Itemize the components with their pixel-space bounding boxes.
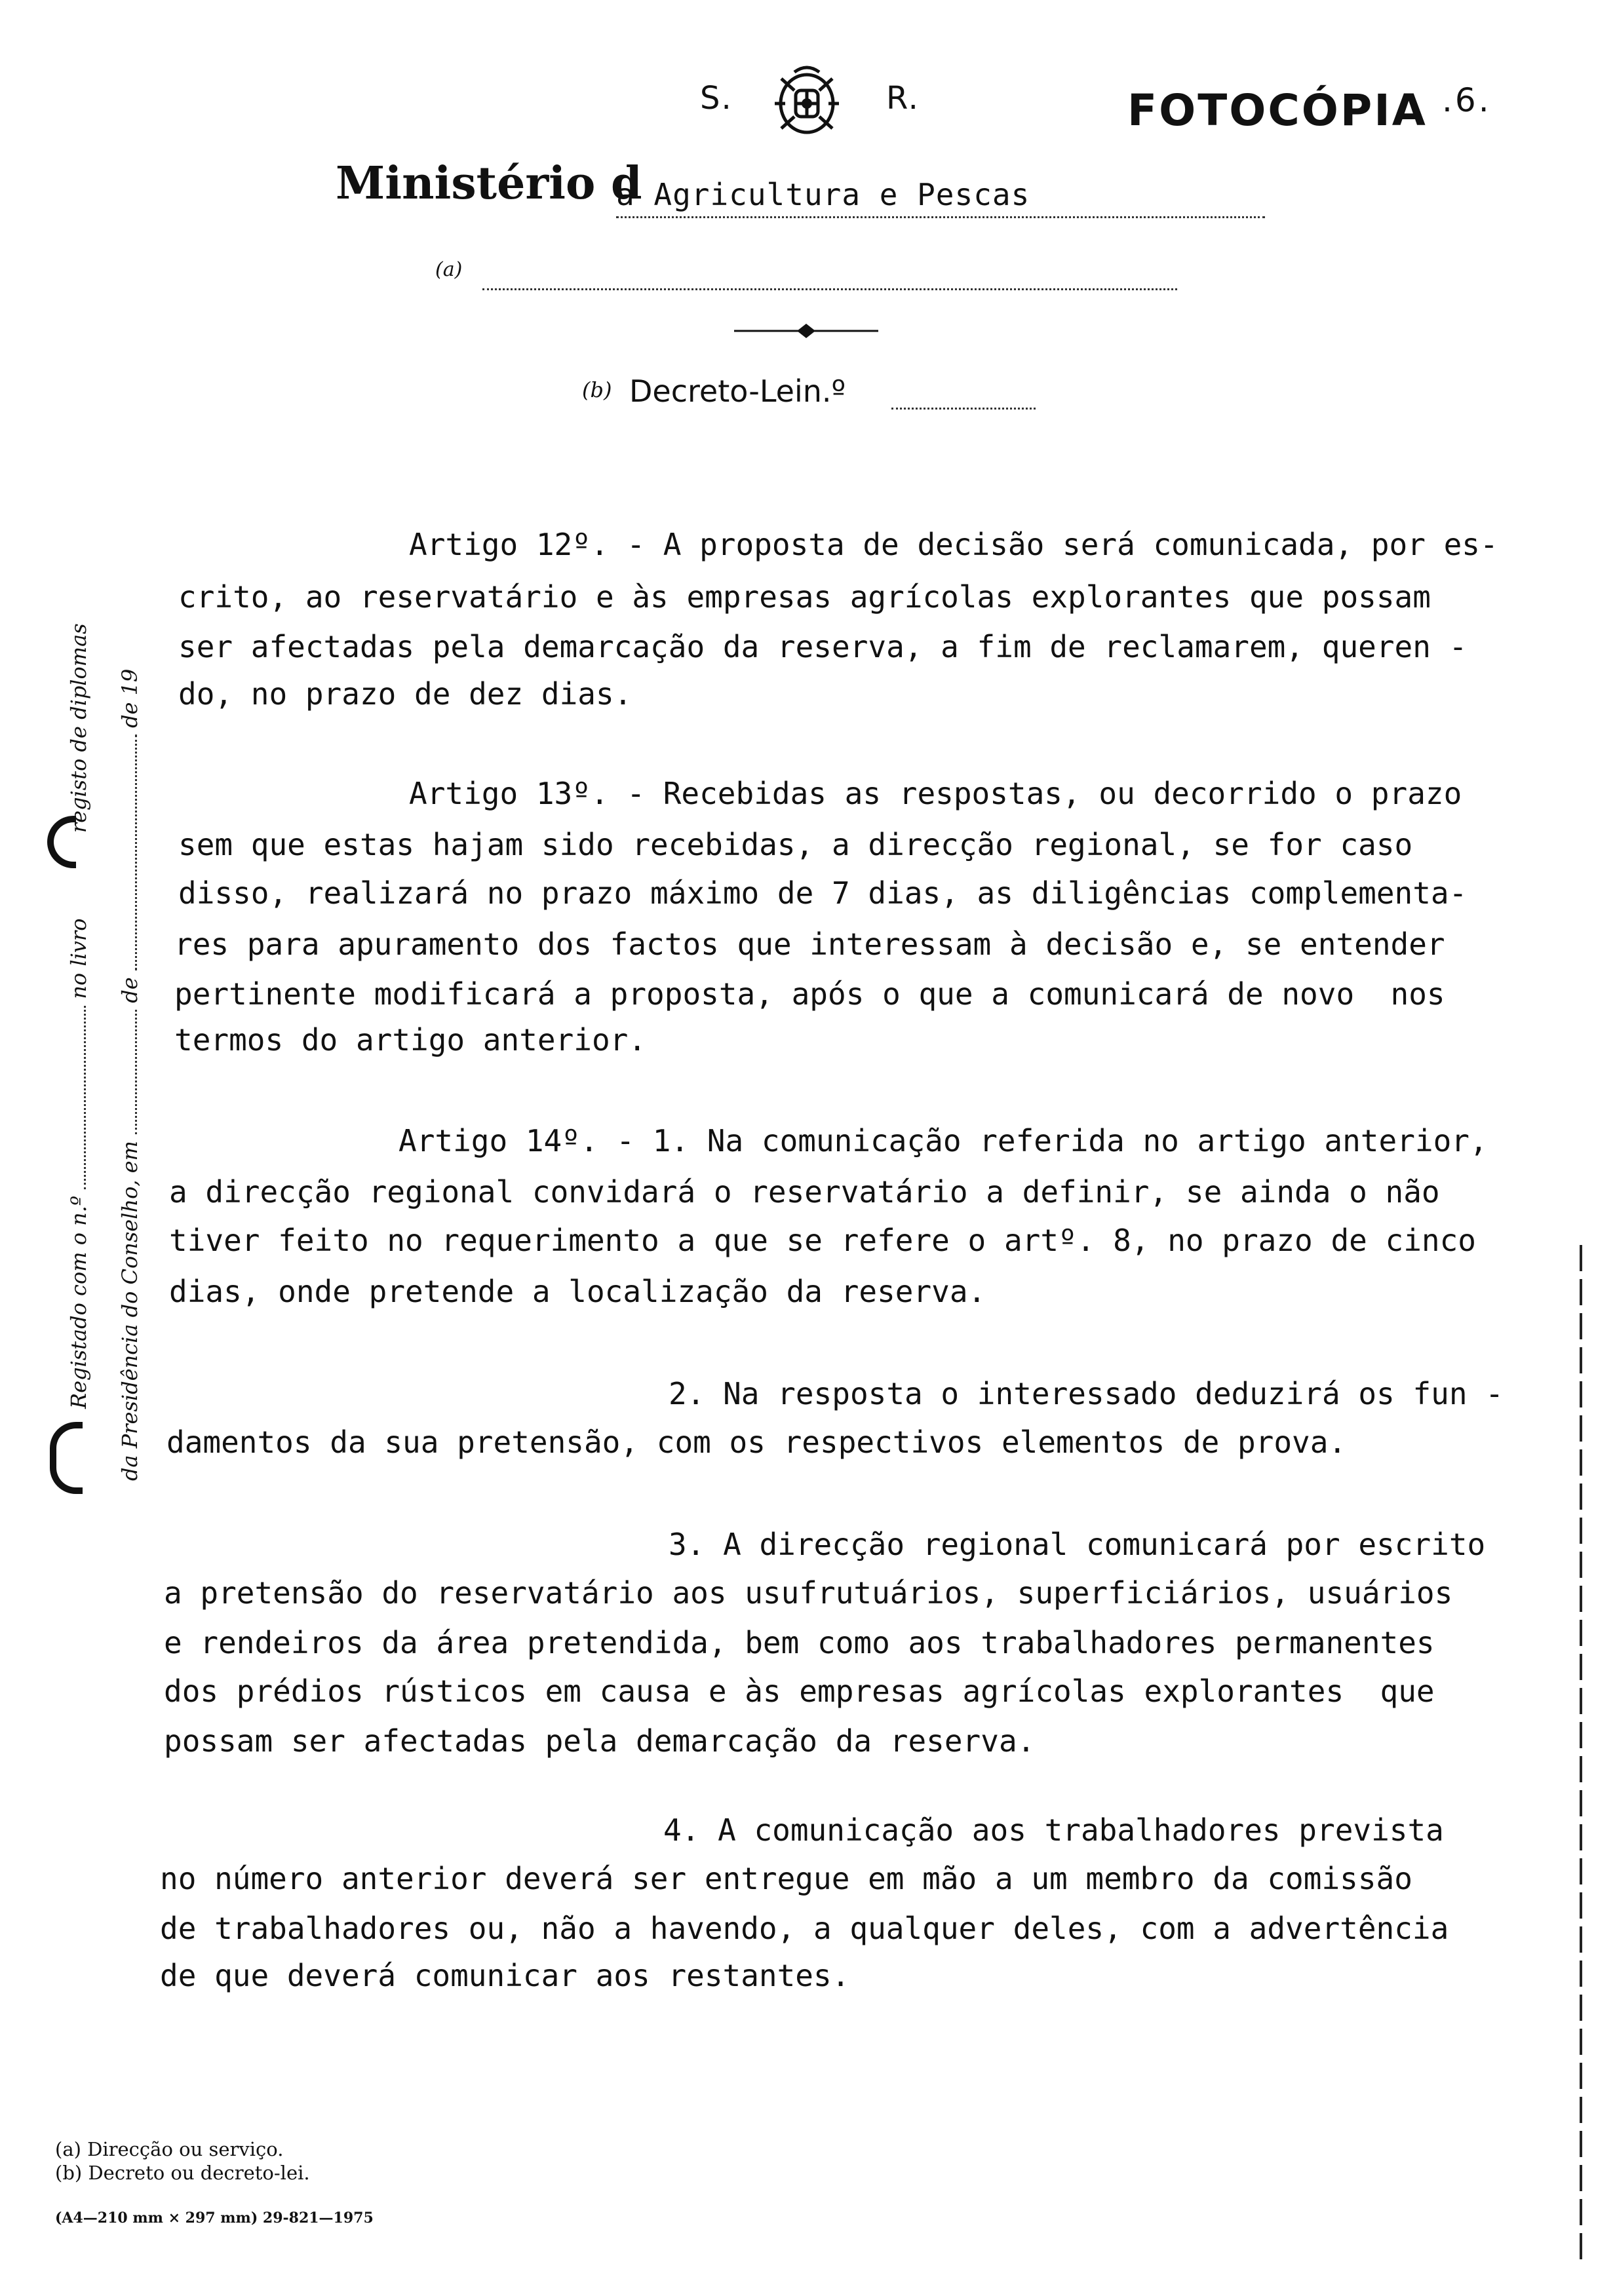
- sidebar-dots-3: [117, 735, 137, 970]
- sidebar-registado: Registado com o n.º: [66, 1196, 91, 1409]
- text-line: e rendeiros da área pretendida, bem como aos trabalhadores permanentes: [164, 1625, 1435, 1660]
- form-code: (A4—210 mm × 297 mm) 29-821—1975: [55, 2210, 374, 2227]
- text-line: res para apuramento dos factos que interessam à decisão e, se entender: [174, 927, 1445, 962]
- ministry-dotted-line: [616, 216, 1265, 218]
- text-line: Artigo 14º. - 1. Na comunicação referida no artigo anterior,: [399, 1123, 1488, 1158]
- sidebar-de-19: de 19: [117, 668, 142, 728]
- text-line: pertinente modificará a proposta, após o que a comunicará de novo nos: [174, 976, 1445, 1012]
- sidebar-dots-2: [117, 1010, 137, 1134]
- footnote-a: (a) Direcção ou serviço.: [55, 2138, 284, 2160]
- text-line: no número anterior deverá ser entregue em mão a um membro da comissão: [160, 1861, 1412, 1896]
- sidebar-registo-diplomas: registo de diplomas: [66, 623, 91, 833]
- field-a-label: (a): [435, 258, 463, 281]
- sidebar-dots-1: [66, 1006, 86, 1189]
- field-a-dotted-line: [482, 288, 1177, 290]
- footnote-b: (b) Decreto ou decreto-lei.: [55, 2162, 310, 2184]
- coat-of-arms-icon: [768, 64, 846, 142]
- text-line: possam ser afectadas pela demarcação da reserva.: [164, 1723, 1036, 1759]
- text-line: damentos da sua pretensão, com os respectivos elementos de prova.: [166, 1425, 1347, 1460]
- sidebar-presidencia: da Presidência do Conselho, em: [117, 1141, 142, 1481]
- diamond-divider: [734, 322, 878, 339]
- sidebar-no-livro: no livro: [66, 918, 91, 999]
- text-line: Artigo 13º. - Recebidas as respostas, ou decorrido o prazo: [409, 776, 1462, 811]
- text-line: a direcção regional convidará o reservatário a definir, se ainda o não: [169, 1174, 1440, 1210]
- text-line: 4. A comunicação aos trabalhadores prevista: [663, 1812, 1444, 1848]
- header-s-letter: S.: [700, 80, 733, 117]
- page-number: .6.: [1442, 81, 1492, 119]
- text-line: termos do artigo anterior.: [174, 1022, 647, 1058]
- sidebar-presidencia-line: [117, 669, 142, 1481]
- sidebar-register-line: [66, 623, 91, 1409]
- text-line: ser afectadas pela demarcação da reserva, a fim de reclamarem, queren -: [178, 629, 1468, 664]
- text-line: 3. A direcção regional comunicará por escrito: [669, 1527, 1486, 1562]
- sidebar-de: de: [117, 977, 142, 1003]
- decree-label: Decreto-Lein.º: [629, 373, 846, 409]
- text-line: 2. Na resposta o interessado deduzirá os fun -: [669, 1376, 1504, 1411]
- text-line: do, no prazo de dez dias.: [178, 676, 632, 712]
- text-line: a pretensão do reservatário aos usufrutuários, superficiários, usuários: [164, 1575, 1453, 1611]
- ministry-title: Ministério d: [336, 157, 642, 210]
- text-line: de trabalhadores ou, não a havendo, a qualquer deles, com a advertência: [160, 1911, 1449, 1946]
- ministry-name-field: a Agricultura e Pescas: [616, 177, 1030, 212]
- text-line: tiver feito no requerimento a que se refere o artº. 8, no prazo de cinco: [169, 1223, 1476, 1258]
- text-line: dias, onde pretende a localização da reserva.: [169, 1274, 986, 1309]
- lower-bracket: [50, 1422, 83, 1494]
- field-b-label: (b): [582, 377, 612, 402]
- header-r-letter: R.: [886, 80, 920, 117]
- scan-edge-mark: [1580, 1245, 1582, 2267]
- text-line: de que deverá comunicar aos restantes.: [160, 1958, 850, 1993]
- decree-dotted-line: [891, 408, 1036, 410]
- text-line: dos prédios rústicos em causa e às empresas agrícolas explorantes que: [164, 1674, 1435, 1709]
- text-line: disso, realizará no prazo máximo de 7 dias, as diligências complementa-: [178, 875, 1468, 911]
- fotocopia-stamp: FOTOCÓPIA: [1127, 85, 1428, 136]
- text-line: sem que estas hajam sido recebidas, a direcção regional, se for caso: [178, 827, 1413, 862]
- text-line: crito, ao reservatário e às empresas agrícolas explorantes que possam: [178, 579, 1431, 615]
- text-line: Artigo 12º. - A proposta de decisão será comunicada, por es-: [409, 527, 1498, 562]
